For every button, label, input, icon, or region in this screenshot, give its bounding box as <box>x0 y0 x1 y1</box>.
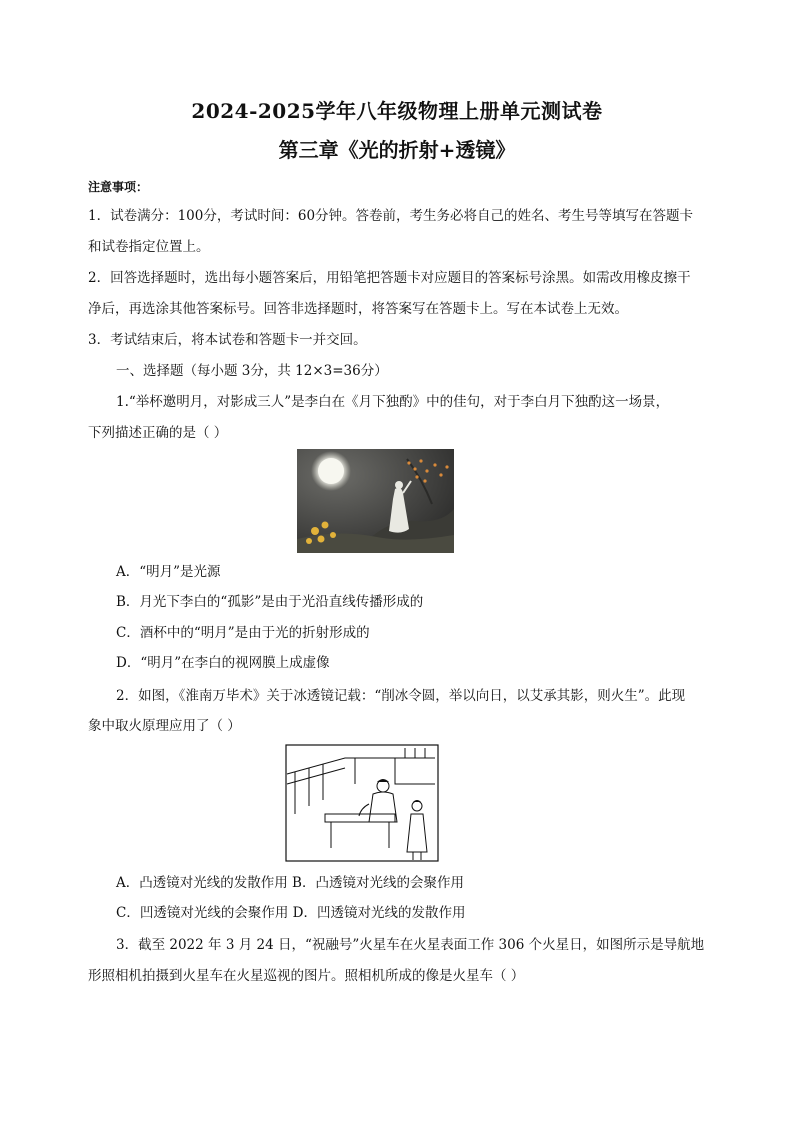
notes-line: 2．回答选择题时，选出每小题答案后，用铅笔把答题卡对应题目的答案标号涂黑。如需改用橡皮擦干 <box>88 270 691 286</box>
q1-option-c: C．酒杯中的“明月”是由于光的折射形成的 <box>116 625 370 641</box>
q1-option-b: B．月光下李白的“孤影”是由于光沿直线传播形成的 <box>116 594 424 610</box>
q2-options-cd: C．凹透镜对光线的会聚作用 D．凹透镜对光线的发散作用 <box>116 905 466 921</box>
notes-line: 和试卷指定位置上。 <box>88 239 210 255</box>
ice-lens-illustration <box>285 744 439 862</box>
notes-heading: 注意事项： <box>88 180 149 194</box>
notes-line: 净后，再选涂其他答案标号。回答非选择题时，将答案写在答题卡上。写在本试卷上无效。 <box>88 301 628 317</box>
q1-option-d: D．“明月”在李白的视网膜上成虚像 <box>116 655 330 671</box>
question-1-stem: 1.“举杯邀明月，对影成三人”是李白在《月下独酌》中的佳句，对于李白月下独酌这一场景， <box>116 394 670 410</box>
question-2-stem: 2．如图，《淮南万毕术》关于冰透镜记载：“削冰令圆，举以向日，以艾承其影，则火生”。此现 <box>116 688 686 704</box>
question-2-stem-cont: 象中取火原理应用了（ ） <box>88 718 241 734</box>
question-1-stem-cont: 下列描述正确的是（ ） <box>88 425 228 441</box>
q1-option-a: A．“明月”是光源 <box>116 564 221 580</box>
notes-line: 3．考试结束后，将本试卷和答题卡一并交回。 <box>88 332 367 348</box>
question-3-stem-cont: 形照相机拍摄到火星车在火星巡视的图片。照相机所成的像是火星车（ ） <box>88 968 525 984</box>
notes-line: 1．试卷满分：100分，考试时间：60分钟。答卷前，考生务必将自己的姓名、考生号等填写在答题卡 <box>88 208 694 224</box>
q2-options-ab: A．凸透镜对光线的发散作用 B．凸透镜对光线的会聚作用 <box>116 875 464 891</box>
chapter-title: 第三章《光的折射+透镜》 <box>278 138 516 162</box>
exam-title: 2024-2025学年八年级物理上册单元测试卷 <box>191 99 603 123</box>
moonlit-poet-illustration <box>297 449 454 553</box>
question-3-stem: 3．截至 2022 年 3 月 24 日，“祝融号”火星车在火星表面工作 306 个火星日，如图所示是导航地 <box>116 937 705 953</box>
section-title: 一、选择题（每小题 3分，共 12×3=36分） <box>116 363 388 379</box>
